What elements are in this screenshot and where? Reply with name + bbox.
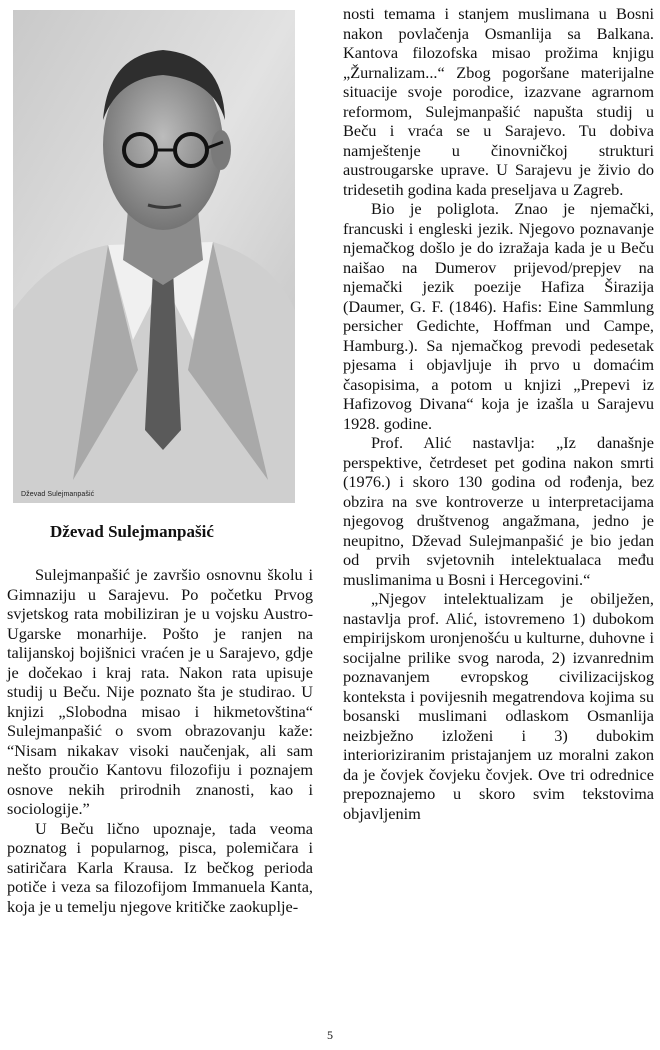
portrait-photo <box>13 10 295 503</box>
portrait-heading: Dževad Sulejmanpašić <box>50 522 214 541</box>
right-column <box>343 4 654 823</box>
left-column <box>7 565 313 916</box>
page-number: 5 <box>327 1028 333 1042</box>
paragraph: U Beču lično upoznaje, tada veoma poznatog i popularnog, pisca, polemičara i satiričara Karla Krausa. Iz bečkog perioda potiče i veza sa filozofijom Immanuela Kanta, koja je u temelju njegove kritičke zaokuplje- <box>7 818 313 916</box>
paragraph: Sulejmanpašić je završio osnovnu školu i Gimnaziju u Sarajevu. Po početku Prvog svjetskog rata mobiliziran je u vojsku Austro-Ugarske monarhije. Pošto je ranjen na talijanskoj bojišnici vraćen je u Sarajevo, gdje je dočekao i kraj rata. Nakon rata upisuje studij u Beču. Nije poznato šta je studirao. U knjizi „Slobodna misao i hikmetovština“ Sulejmanpašić o svom obrazovanju kaže: “Nisam nikakav visoki naučenjak, ali sam nešto proučio Kantovu filozofiju i poznajem osnove nekih prirodnih znanosti, kao i sociologije.” <box>7 565 313 818</box>
paragraph: „Njegov intelektualizam je obilježen, nastavlja prof. Alić, istovremeno 1) dubokom empirijskom uronjenošću u kulturne, duhovne i socijalne prilike svog naroda, 2) izvanrednim poznavanjem evropskog civilizacijskog konteksta i povijesnih megatrendova kojima su bosanski muslimani odlaskom Osmanlija neizbježno izloženi i 3) dubokim interioriziranim pristajanjem uz moralni zakon da je čovjek čovjeku čovjek. Ove tri odrednice prepoznajemo u skoro svim tekstovima objavljenim <box>343 589 654 823</box>
photo-caption: Dževad Sulejmanpašić <box>21 491 95 498</box>
portrait-illustration <box>13 10 295 503</box>
paragraph: nosti temama i stanjem muslimana u Bosni nakon povlačenja Osmanlija sa Balkana. Kantova filozofska misao prožima knjigu „Žurnalizam...“ Zbog pogoršane materijalne situacije svoje porodice, izazvane agrarnom reformom, Sulejmanpašić napušta studij u Beču i vraća se u Sarajevo. Tu dobiva namještenje u činovničkoj strukturi austrougarske uprave. U Sarajevu je živio do tridesetih godina kada preseljava u Zagreb. <box>343 4 654 199</box>
paragraph: Bio je poliglota. Znao je njemački, francuski i engleski jezik. Njegovo poznavanje njemačkog došlo je do izražaja kada je u Beču naišao na Dumerov prijevod/prepjev na njemački jezik poezije Hafiza Širazija (Daumer, G. F. (1846). Hafis: Eine Sammlung persicher Gedichte, Hoffman und Campe, Hamburg.). Sa njemačkog prevodi pedesetak pjesama i objavljuje ih prvo u domaćim časopisima, a potom u knjizi „Prepevi iz Hafizovog Divana“ koja je izašla u Sarajevu 1928. godine. <box>343 199 654 433</box>
paragraph: Prof. Alić nastavlja: „Iz današnje perspektive, četrdeset pet godina nakon smrti (1976.) i skoro 130 godina od rođenja, bez obzira na sve kontroverze u interpretacijama njegovog društvenog angažmana, jedno je neupitno, Dževad Sulejmanpašić je bio jedan od prvih svjetovnih intelektualaca među muslimanima u Bosni i Hercegovini.“ <box>343 433 654 589</box>
